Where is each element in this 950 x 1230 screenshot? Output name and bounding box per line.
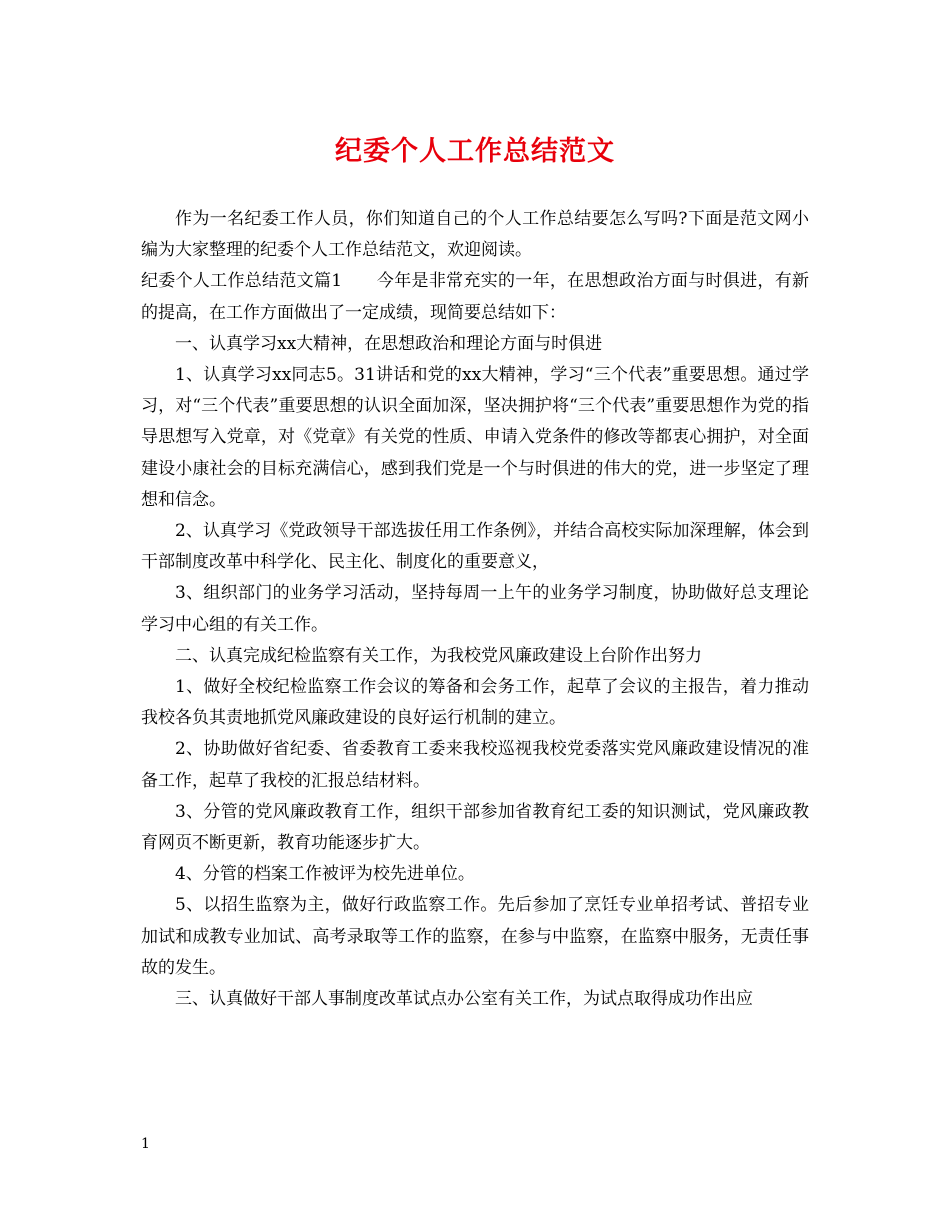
document-title: 纪委个人工作总结范文 — [335, 136, 615, 167]
document-body — [141, 204, 809, 1015]
paragraph: 3、组织部门的业务学习活动，坚持每周一上午的业务学习制度，协助做好总支理论学习中心组的有关工作。 — [141, 583, 809, 635]
paragraph: 纪委个人工作总结范文篇1 今年是非常充实的一年，在思想政治方面与时俱进，有新的提高，在工作方面做出了一定成绩，现简要总结如下： — [141, 271, 809, 323]
paragraph: 三、认真做好干部人事制度改革试点办公室有关工作，为试点取得成功作出应 — [175, 989, 753, 1010]
paragraph: 3、分管的党风廉政教育工作，组织干部参加省教育纪工委的知识测试，党风廉政教育网页不断更新，教育功能逐步扩大。 — [141, 801, 809, 854]
paragraph: 4、分管的档案工作被评为校先进单位。 — [175, 864, 475, 885]
paragraph: 5、以招生监察为主，做好行政监察工作。先后参加了烹饪专业单招考试、普招专业加试和成教专业加试、高考录取等工作的监察，在参与中监察，在监察中服务，无责任事故的发生。 — [141, 895, 809, 978]
paragraph: 2、认真学习《党政领导干部选拔任用工作条例》，并结合高校实际加深理解，体会到干部制度改革中科学化、民主化、制度化的重要意义， — [141, 521, 809, 573]
paragraph: 2、协助做好省纪委、省委教育工委来我校巡视我校党委落实党风廉政建设情况的准备工作，起草了我校的汇报总结材料。 — [141, 739, 809, 791]
paragraph: 一、认真学习xx大精神，在思想政治和理论方面与时俱进 — [175, 333, 603, 354]
page-number: 1 — [141, 1136, 150, 1152]
paragraph: 1、做好全校纪检监察工作会议的筹备和会务工作，起草了会议的主报告，着力推动我校各负其责地抓党风廉政建设的良好运行机制的建立。 — [141, 677, 809, 729]
paragraph: 作为一名纪委工作人员，你们知道自己的个人工作总结要怎么写吗?下面是范文网小编为大家整理的纪委个人工作总结范文，欢迎阅读。 — [141, 209, 809, 261]
paragraph: 1、认真学习xx同志5。31讲话和党的xx大精神，学习“三个代表”重要思想。通过学习，对“三个代表”重要思想的认识全面加深，坚决拥护将“三个代表”重要思想作为党的指导思想写入党章，对《党章》有关党的性质、申请入党条件的修改等都衷心拥护，对全面建设小康社会的目标充满信心，感到我们党是一个与时俱进的伟大的党，进一步坚定了理想和信念。 — [141, 365, 809, 510]
paragraph: 二、认真完成纪检监察有关工作，为我校党风廉政建设上台阶作出努力 — [175, 645, 702, 666]
